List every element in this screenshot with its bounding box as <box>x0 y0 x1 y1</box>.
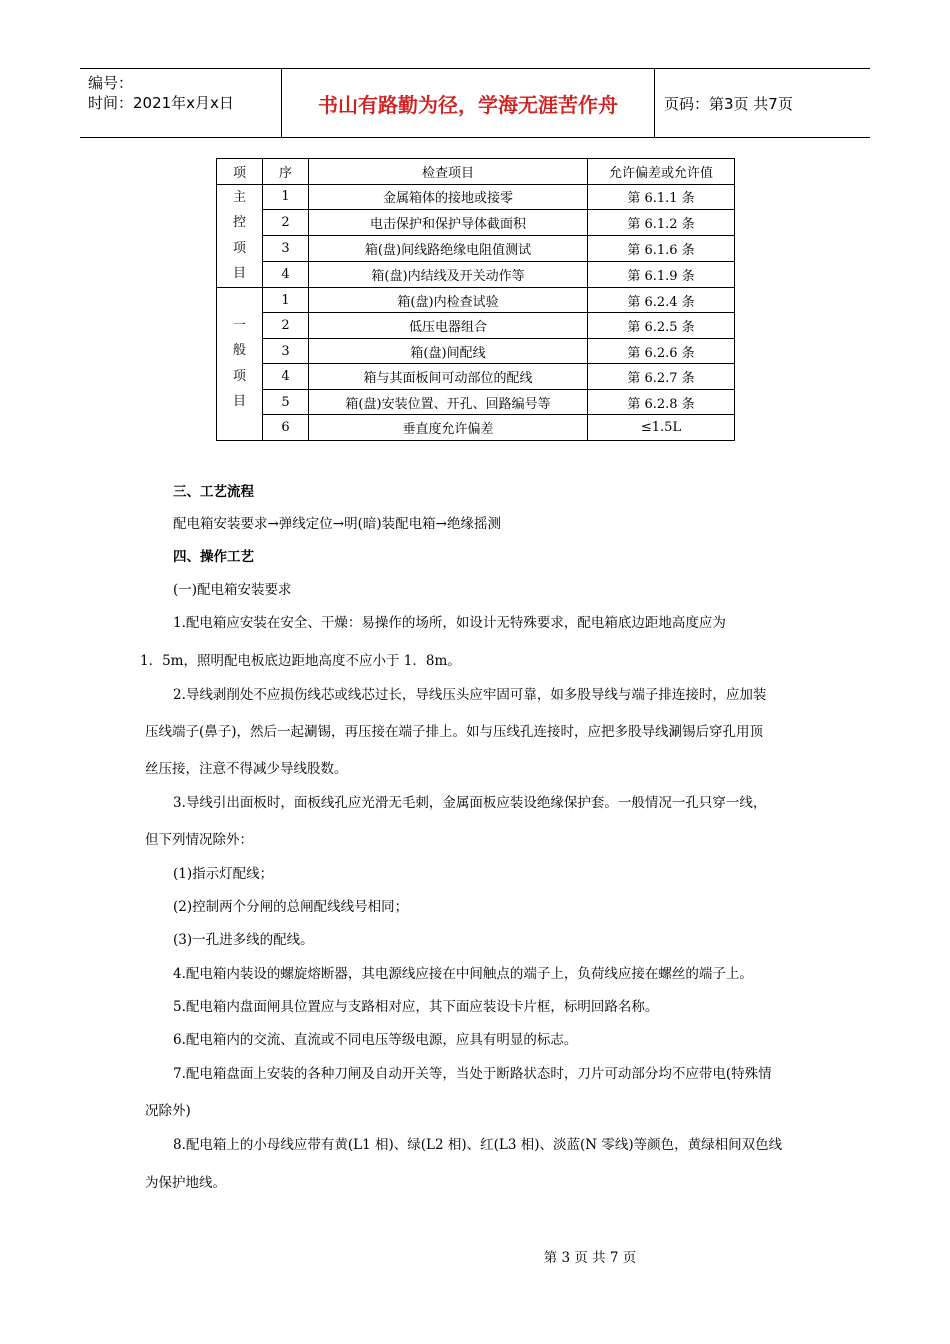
header-motto: 书山有路勤为径，学海无涯苦作舟 <box>318 92 618 117</box>
row-value: 第 6.2.7 条 <box>588 364 735 390</box>
list-item: (3)一孔进多线的配线。 <box>173 932 314 948</box>
row-value: 第 6.1.6 条 <box>588 236 735 262</box>
table-row <box>217 262 735 288</box>
paragraph: 8.配电箱上的小母线应带有黄(L1 相)、绿(L2 相)、红(L3 相)、淡蓝(N 零线)等颜色，黄绿相间双色线 <box>173 1137 783 1153</box>
paragraph: 1．5m，照明配电板底边距地高度不应小于 1．8m。 <box>140 653 461 669</box>
paragraph: 4.配电箱内装设的螺旋熔断器，其电源线应接在中间触点的端子上，负荷线应接在螺丝的端子上。 <box>173 966 753 982</box>
paragraph: 5.配电箱内盘面闸具位置应与支路相对应，其下面应装设卡片框，标明回路名称。 <box>173 999 659 1015</box>
subsection-title: (一)配电箱安装要求 <box>173 582 292 598</box>
row-no: 3 <box>263 338 309 364</box>
row-item: 箱与其面板间可动部位的配线 <box>309 364 588 390</box>
row-item: 低压电器组合 <box>309 313 588 339</box>
row-no: 4 <box>263 262 309 288</box>
section-title: 三、工艺流程 <box>173 484 254 500</box>
row-value: 第 6.2.6 条 <box>588 338 735 364</box>
list-item: (2)控制两个分闸的总闸配线线号相同； <box>173 899 409 915</box>
row-item: 电击保护和保护导体截面积 <box>309 210 588 236</box>
group-cell-general: 一 般 项 目 <box>217 287 263 440</box>
table-row <box>217 364 735 390</box>
row-value: 第 6.1.1 条 <box>588 184 735 210</box>
row-value: 第 6.2.5 条 <box>588 313 735 339</box>
paragraph: 6.配电箱内的交流、直流或不同电压等级电源，应具有明显的标志。 <box>173 1032 578 1048</box>
list-item: (1)指示灯配线； <box>173 866 274 882</box>
table-row <box>217 236 735 262</box>
paragraph: 7.配电箱盘面上安装的各种刀闸及自动开关等，当处于断路状态时，刀片可动部分均不应带电(特殊情 <box>173 1066 772 1082</box>
row-no: 3 <box>263 236 309 262</box>
row-value: 第 6.2.4 条 <box>588 287 735 313</box>
row-item: 箱(盘)间线路绝缘电阻值测试 <box>309 236 588 262</box>
table-row <box>217 313 735 339</box>
table-row <box>217 415 735 441</box>
table-row <box>217 338 735 364</box>
group-cell-main: 主 控 项 目 <box>217 184 263 287</box>
row-no: 2 <box>263 313 309 339</box>
number-label: 编号： <box>88 74 134 92</box>
paragraph: 配电箱安装要求→弹线定位→明(暗)装配电箱→绝缘摇测 <box>173 516 501 532</box>
header-left-block <box>88 73 283 113</box>
footer-page-number: 第 3 页 共 7 页 <box>543 1250 637 1266</box>
row-value: 第 6.2.8 条 <box>588 389 735 415</box>
row-value: ≤1.5L <box>588 415 735 441</box>
row-item: 箱(盘)安装位置、开孔、回路编号等 <box>309 389 588 415</box>
section-title: 四、操作工艺 <box>173 549 254 565</box>
row-no: 6 <box>263 415 309 441</box>
paragraph: 况除外) <box>145 1103 191 1119</box>
inspection-table <box>216 158 735 441</box>
time-label: 时间：2021年x月x日 <box>88 94 234 112</box>
row-no: 2 <box>263 210 309 236</box>
row-item: 垂直度允许偏差 <box>309 415 588 441</box>
row-item: 金属箱体的接地或接零 <box>309 184 588 210</box>
page-footer <box>0 1246 950 1266</box>
row-no: 5 <box>263 389 309 415</box>
row-item: 箱(盘)内检查试验 <box>309 287 588 313</box>
paragraph: 为保护地线。 <box>145 1175 226 1191</box>
paragraph: 2.导线剥削处不应损伤线芯或线芯过长，导线压头应牢固可靠，如多股导线与端子排连接时，应加装 <box>173 687 767 703</box>
header-cell: 项 <box>217 159 263 185</box>
table-row <box>217 287 735 313</box>
table-row <box>217 210 735 236</box>
page-info: 页码：第3页 共7页 <box>664 94 793 113</box>
row-no: 4 <box>263 364 309 390</box>
row-value: 第 6.1.9 条 <box>588 262 735 288</box>
row-item: 箱(盘)间配线 <box>309 338 588 364</box>
paragraph: 3.导线引出面板时，面板线孔应光滑无毛刺，金属面板应装设绝缘保护套。一般情况一孔只穿一线， <box>173 795 767 811</box>
row-no: 1 <box>263 287 309 313</box>
paragraph: 但下列情况除外： <box>145 832 253 848</box>
header-divider <box>654 69 655 137</box>
header-cell: 检查项目 <box>309 159 588 185</box>
row-no: 1 <box>263 184 309 210</box>
paragraph: 1.配电箱应安装在安全、干燥：易操作的场所，如设计无特殊要求，配电箱底边距地高度应为 <box>173 615 726 631</box>
paragraph: 压线端子(鼻子)，然后一起涮锡，再压接在端子排上。如与压线孔连接时，应把多股导线涮锡后穿孔用顶 <box>145 724 764 740</box>
paragraph: 丝压接，注意不得减少导线股数。 <box>145 761 348 777</box>
table-row <box>217 184 735 210</box>
row-value: 第 6.1.2 条 <box>588 210 735 236</box>
page-header <box>80 68 870 138</box>
table-header-row <box>217 159 735 185</box>
table-row <box>217 389 735 415</box>
header-cell: 序 <box>263 159 309 185</box>
header-cell: 允许偏差或允许值 <box>588 159 735 185</box>
row-item: 箱(盘)内结线及开关动作等 <box>309 262 588 288</box>
